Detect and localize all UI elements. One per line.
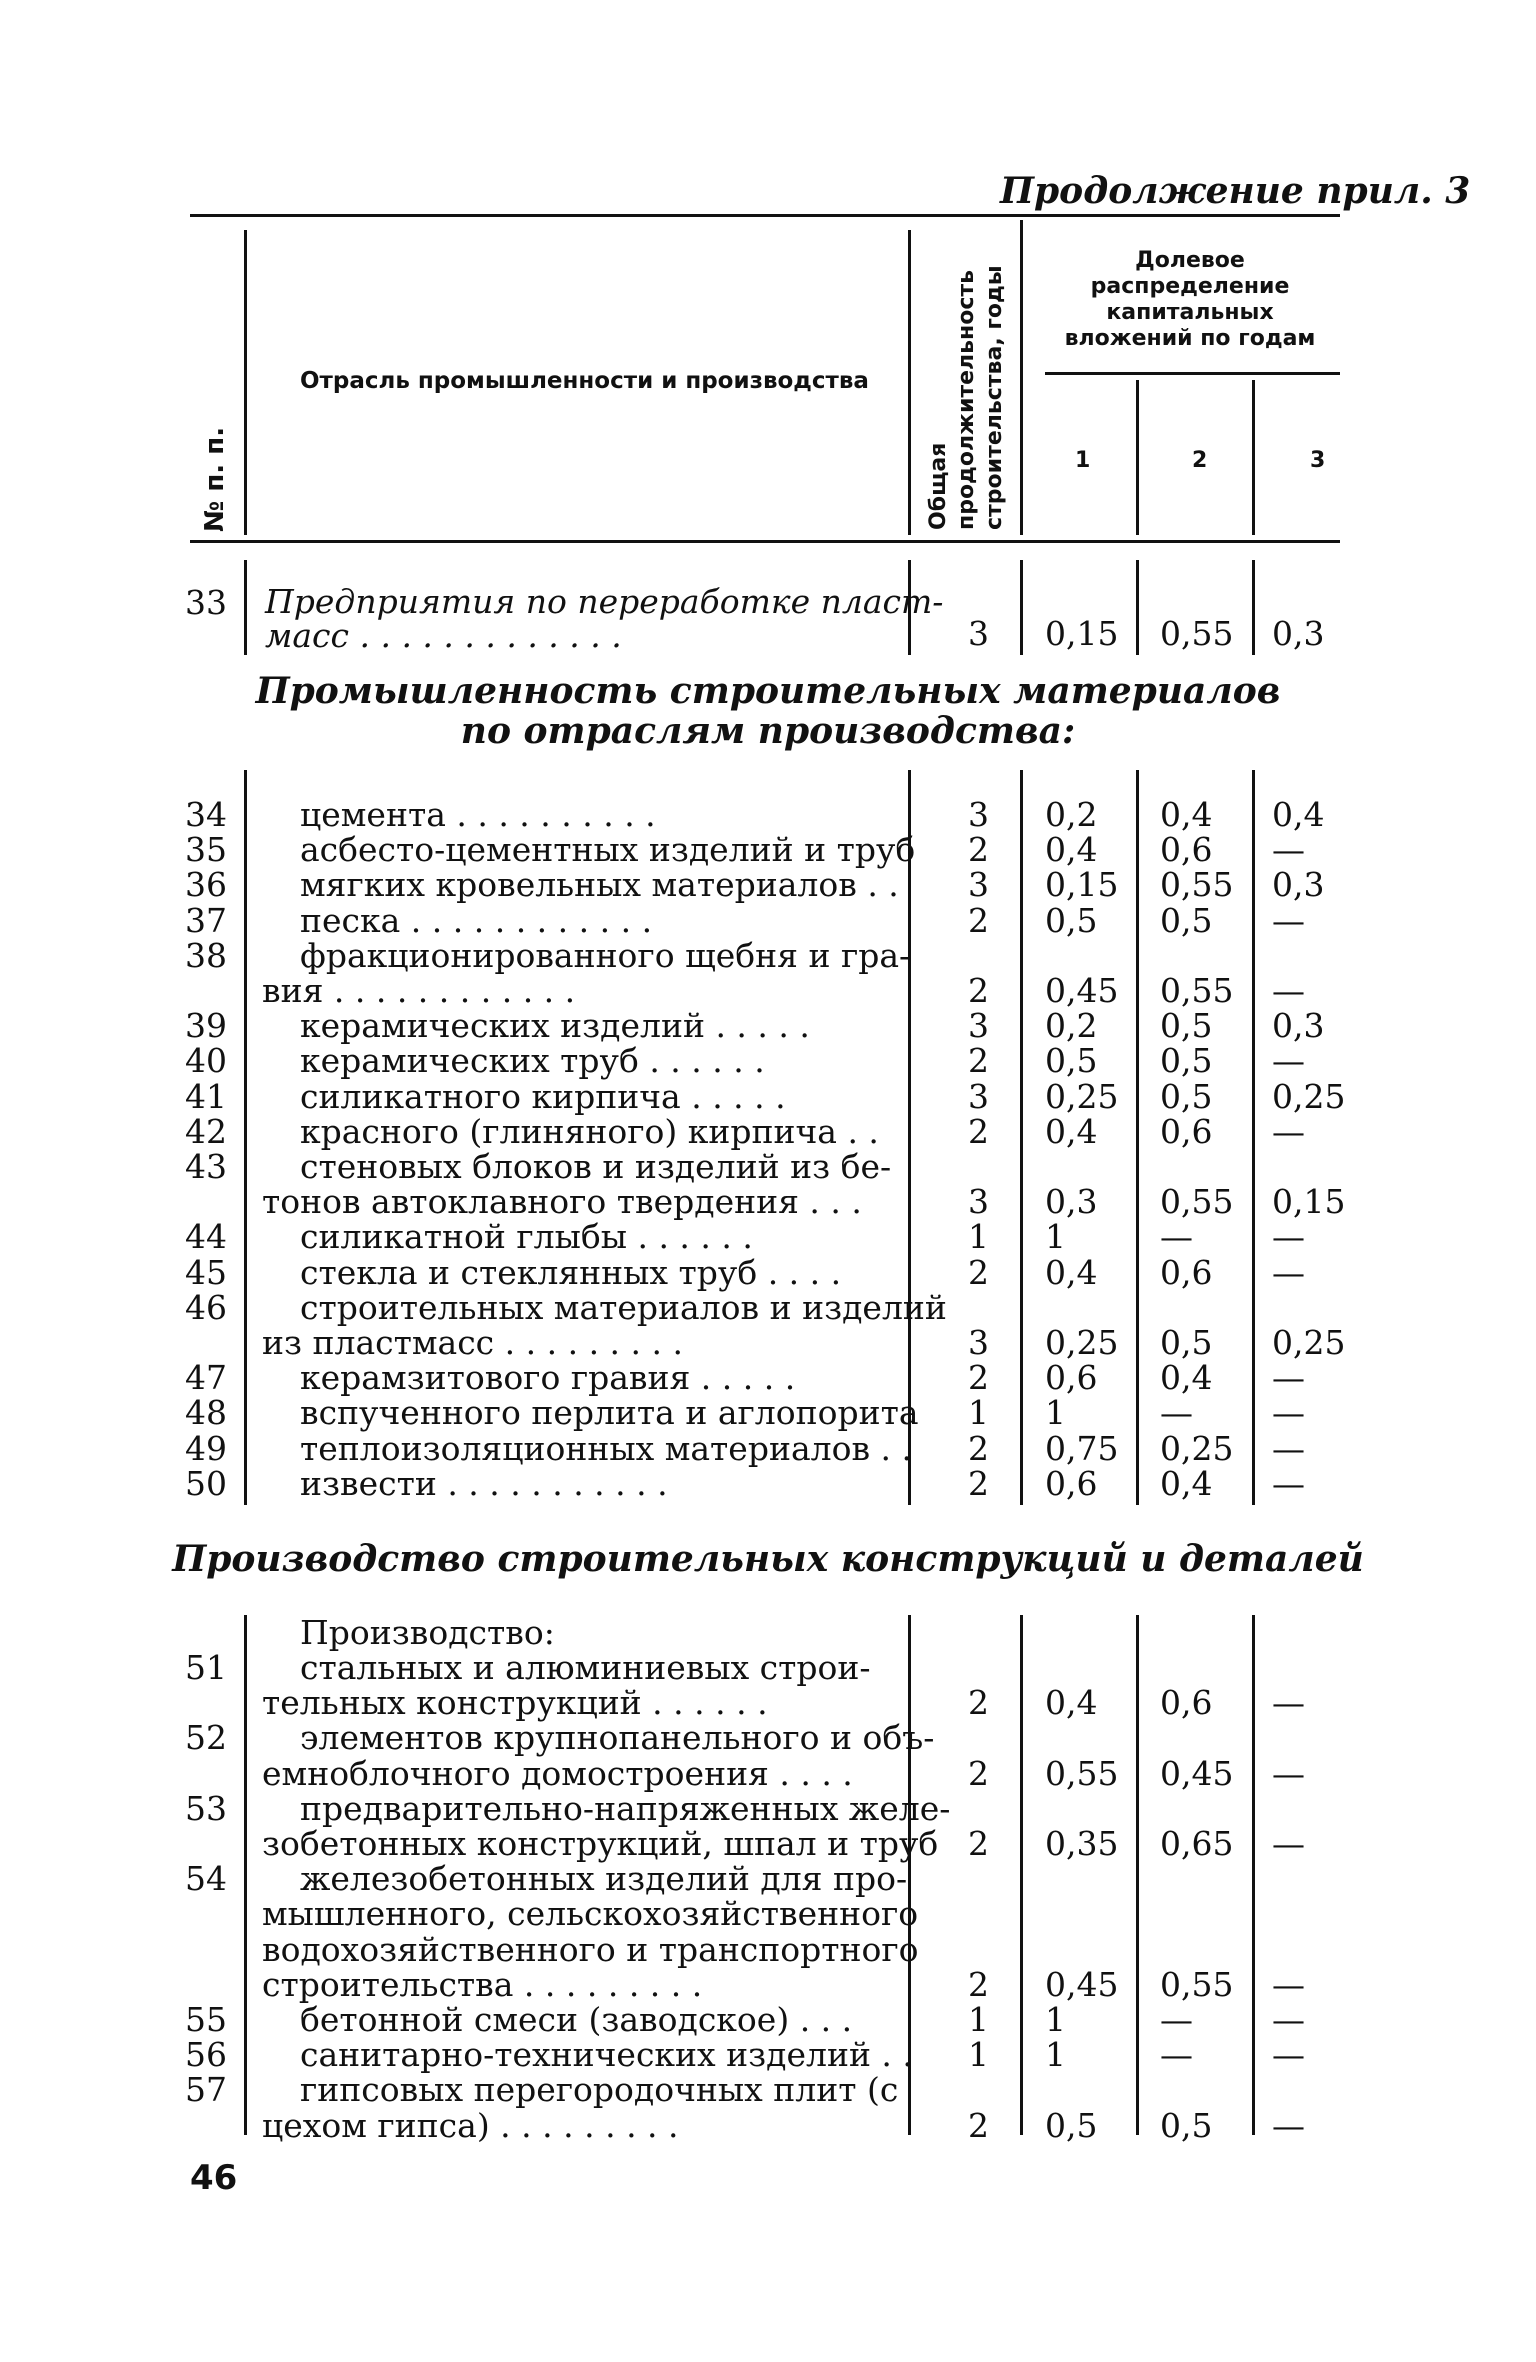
row-duration: 2	[968, 1753, 989, 1793]
row-year-2: 0,4	[1160, 795, 1213, 834]
row-year-1: 0,55	[1045, 1753, 1119, 1793]
row-number: 44	[185, 1217, 227, 1257]
row-name-line: красного (глиняного) кирпича . .	[300, 1111, 879, 1151]
row-name-line: цемента . . . . . . . . . .	[300, 795, 656, 834]
row-name-line: стекла и стеклянных труб . . . .	[300, 1252, 842, 1292]
row-name-line: гипсовых перегородочных плит (с	[300, 2070, 899, 2110]
row-year-3: —	[1272, 1428, 1305, 1468]
row-year-2: —	[1160, 1217, 1193, 1257]
table1-divider	[244, 770, 247, 1505]
row-duration: 2	[968, 1964, 989, 2004]
table2-divider	[1136, 1615, 1139, 2135]
row-name-line: силикатного кирпича . . . . .	[300, 1076, 786, 1116]
row-year-2: —	[1160, 2000, 1193, 2039]
row-duration: 1	[968, 1393, 989, 1433]
header-bottom-rule	[190, 540, 1340, 543]
row-year-1: 0,75	[1045, 1428, 1119, 1468]
row-year-2: 0,65	[1160, 1824, 1234, 1863]
row-year-3: —	[1272, 1824, 1305, 1863]
row-year-1: 1	[1045, 2000, 1066, 2039]
page-number: 46	[190, 2158, 238, 2198]
row-number: 49	[185, 1428, 227, 1468]
row-number: 48	[185, 1393, 227, 1433]
row-duration: 3	[968, 1076, 989, 1116]
row-year-1: 0,35	[1045, 1824, 1119, 1863]
row-number: 37	[185, 900, 227, 940]
row-year-1: 0,2	[1045, 1006, 1098, 1046]
row-year-3: —	[1272, 1964, 1305, 2004]
row-year-2: 0,45	[1160, 1753, 1234, 1793]
row-number: 51	[185, 1648, 227, 1687]
row-year-3: —	[1272, 1041, 1305, 1081]
row-name-line: из пластмасс . . . . . . . . .	[262, 1323, 683, 1362]
header-top-rule	[190, 214, 1340, 217]
row-number: 55	[185, 2000, 227, 2039]
row-year-2: 0,4	[1160, 1463, 1213, 1503]
row-year-1: 0,2	[1045, 795, 1098, 834]
row-year-1: 0,5	[1045, 900, 1098, 940]
row-year-1: 0,25	[1045, 1076, 1119, 1116]
row-name-line: мягких кровельных материалов . .	[300, 865, 899, 905]
continuation-label: Продолжение прил. 3	[1000, 170, 1471, 212]
row-name-line: цехом гипса) . . . . . . . . .	[262, 2105, 679, 2145]
row-name-line: извести . . . . . . . . . . .	[300, 1463, 668, 1503]
row-year-3: 0,25	[1272, 1323, 1346, 1362]
row-year-3: 0,25	[1272, 1076, 1346, 1116]
column-header-year-1: 1	[1075, 448, 1091, 473]
row-number: 52	[185, 1718, 227, 1758]
row-number: 35	[185, 830, 227, 870]
row-year-2: 0,6	[1160, 1111, 1213, 1151]
row-duration: 2	[968, 1041, 989, 1081]
row-name-line: теплоизоляционных материалов . .	[300, 1428, 912, 1468]
row-year-1: 0,4	[1045, 1683, 1098, 1723]
row-name-line: песка . . . . . . . . . . . .	[300, 900, 653, 940]
row-year-1: 0,3	[1045, 1182, 1098, 1222]
row-year-3: —	[1272, 1683, 1305, 1723]
header-divider	[244, 230, 247, 535]
row-year-1: 1	[1045, 1393, 1066, 1433]
row-year-1: 0,4	[1045, 830, 1098, 870]
row-duration: 2	[968, 1358, 989, 1398]
row-year-3: —	[1272, 1463, 1305, 1503]
row-duration: 2	[968, 1824, 989, 1863]
table2-divider	[1252, 1615, 1255, 2135]
row-number: 40	[185, 1041, 227, 1081]
section-title: Промышленность строительных материалов	[255, 670, 1281, 712]
column-header-year-2: 2	[1192, 448, 1208, 473]
table1-divider	[1020, 770, 1023, 1505]
row-duration: 3	[968, 1323, 989, 1362]
row-year-2: 0,5	[1160, 1006, 1213, 1046]
row-year-3: —	[1272, 1753, 1305, 1793]
row-duration: 3	[968, 795, 989, 834]
header-year-rule	[1045, 372, 1340, 375]
row-year-3: 0,4	[1272, 795, 1325, 834]
header-divider	[908, 230, 911, 535]
row-number: 47	[185, 1358, 227, 1398]
production-label: Производство:	[300, 1613, 555, 1652]
row-year-2: 0,5	[1160, 1041, 1213, 1081]
row-name-line: вспученного перлита и аглопорита	[300, 1393, 919, 1433]
row-duration: 2	[968, 1683, 989, 1723]
row-year-1: 0,6	[1045, 1358, 1098, 1398]
row-name-line: железобетонных изделий для про-	[300, 1859, 908, 1899]
section-title: Производство строительных конструкций и деталей	[172, 1538, 1364, 1580]
row33-divider	[1136, 560, 1139, 655]
row-name-line: емноблочного домостроения . . . .	[262, 1753, 853, 1793]
row-duration: 2	[968, 830, 989, 870]
row-number: 45	[185, 1252, 227, 1292]
row-name-line: зобетонных конструкций, шпал и труб	[262, 1824, 939, 1863]
row-year-3: —	[1272, 1217, 1305, 1257]
section-title: по отраслям производства:	[460, 710, 1076, 752]
row-number: 46	[185, 1287, 227, 1327]
row-year-3: —	[1272, 1393, 1305, 1433]
row-year-3: —	[1272, 2035, 1305, 2075]
row-number: 57	[185, 2070, 227, 2110]
row-year-3: —	[1272, 900, 1305, 940]
column-header-duration-text: Общая продолжительность строительства, годы	[926, 265, 1007, 530]
row-year-1: 0,15	[1045, 865, 1119, 905]
row-number: 42	[185, 1111, 227, 1151]
row-name-line: предварительно-напряженных желе-	[300, 1788, 951, 1828]
row-duration: 2	[968, 2105, 989, 2145]
row-year-2: —	[1160, 1393, 1193, 1433]
row-year-2: 0,4	[1160, 1358, 1213, 1398]
row-name-line: масс . . . . . . . . . . . . .	[265, 616, 622, 655]
row-number: 56	[185, 2035, 227, 2075]
row33-divider	[1252, 560, 1255, 655]
row-year-2: 0,5	[1160, 1323, 1213, 1362]
row-year-2: 0,55	[1160, 865, 1234, 905]
row-name-line: керамических труб . . . . . .	[300, 1041, 765, 1081]
row-name-line: керамзитового гравия . . . . .	[300, 1358, 796, 1398]
row-year-1: 0,5	[1045, 2105, 1098, 2145]
row-year-1: 0,4	[1045, 1111, 1098, 1151]
row-year-2: 0,5	[1160, 1076, 1213, 1116]
row-duration: 1	[968, 2035, 989, 2075]
row-number: 43	[185, 1147, 227, 1186]
column-header-number: № п. п.	[200, 426, 230, 532]
table2-divider	[244, 1615, 247, 2135]
row-year-1: 0,5	[1045, 1041, 1098, 1081]
row-name-line: силикатной глыбы . . . . . .	[300, 1217, 753, 1257]
row-number: 36	[185, 865, 227, 905]
row-year-3: —	[1272, 971, 1305, 1010]
row-duration: 1	[968, 1217, 989, 1257]
row-year-3: 0,3	[1272, 865, 1325, 905]
row-number: 50	[185, 1463, 227, 1503]
row-name-line: тельных конструкций . . . . . .	[262, 1683, 768, 1723]
row-name-line: стальных и алюминиевых строи-	[300, 1648, 871, 1687]
row-year-1: 0,45	[1045, 971, 1119, 1010]
row-number: 38	[185, 935, 227, 975]
row33-divider	[244, 560, 247, 655]
header-divider	[1020, 220, 1023, 535]
row-name-line: строительных материалов и изделий	[300, 1287, 947, 1327]
row-number: 41	[185, 1076, 227, 1116]
row-name-line: асбесто-цементных изделий и труб	[300, 830, 916, 870]
row-duration: 3	[968, 614, 989, 653]
row-name-line: мышленного, сельскохозяйственного	[262, 1894, 919, 1934]
table2-divider	[1020, 1615, 1023, 2135]
row-year-2: —	[1160, 2035, 1193, 2075]
table1-divider	[1136, 770, 1139, 1505]
header-divider	[1136, 380, 1139, 535]
table1-divider	[1252, 770, 1255, 1505]
row-name-line: бетонной смеси (заводское) . . .	[300, 2000, 853, 2039]
row-number: 39	[185, 1006, 227, 1046]
row-duration: 1	[968, 2000, 989, 2039]
row-year-2: 0,55	[1160, 1964, 1234, 2004]
row-number: 53	[185, 1788, 227, 1828]
row-year-3: 0,3	[1272, 614, 1325, 653]
row-duration: 3	[968, 865, 989, 905]
row-name-line: Предприятия по переработке пласт-	[265, 582, 944, 621]
column-header-industry: Отрасль промышленности и производства	[300, 368, 869, 394]
column-header-year-3: 3	[1310, 448, 1326, 473]
row-year-3: —	[1272, 2000, 1305, 2039]
row-name-line: тонов автоклавного твердения . . .	[262, 1182, 862, 1222]
row-duration: 2	[968, 1428, 989, 1468]
column-header-duration	[925, 220, 1009, 530]
row-duration: 2	[968, 900, 989, 940]
row-number: 54	[185, 1859, 227, 1899]
row-number: 33	[185, 583, 227, 622]
row-name-line: фракционированного щебня и гра-	[300, 935, 911, 975]
row-year-3: 0,3	[1272, 1006, 1325, 1046]
row-name-line: керамических изделий . . . . .	[300, 1006, 810, 1046]
row-year-1: 0,45	[1045, 1964, 1119, 2004]
row-duration: 3	[968, 1182, 989, 1222]
row-year-1: 0,4	[1045, 1252, 1098, 1292]
row-name-line: строительства . . . . . . . . .	[262, 1964, 703, 2004]
row-duration: 2	[968, 1252, 989, 1292]
row-year-1: 1	[1045, 2035, 1066, 2075]
row-year-3: —	[1272, 1358, 1305, 1398]
row-duration: 3	[968, 1006, 989, 1046]
row-year-1: 0,25	[1045, 1323, 1119, 1362]
row-year-2: 0,55	[1160, 1182, 1234, 1222]
row-year-3: 0,15	[1272, 1182, 1346, 1222]
row-name-line: водохозяйственного и транспортного	[262, 1929, 919, 1969]
row-name-line: стеновых блоков и изделий из бе-	[300, 1147, 892, 1186]
row-number: 34	[185, 795, 227, 834]
row-year-3: —	[1272, 1252, 1305, 1292]
row-year-2: 0,25	[1160, 1428, 1234, 1468]
row-year-3: —	[1272, 830, 1305, 870]
row-year-3: —	[1272, 1111, 1305, 1151]
row-year-2: 0,55	[1160, 971, 1234, 1010]
row-year-1: 1	[1045, 1217, 1066, 1257]
row-duration: 2	[968, 1463, 989, 1503]
row-year-1: 0,15	[1045, 614, 1119, 653]
row33-divider	[1020, 560, 1023, 655]
row-year-2: 0,5	[1160, 2105, 1213, 2145]
row-year-2: 0,6	[1160, 1683, 1213, 1723]
row-duration: 2	[968, 971, 989, 1010]
row-year-2: 0,5	[1160, 900, 1213, 940]
row-year-3: —	[1272, 2105, 1305, 2145]
row-name-line: санитарно-технических изделий . .	[300, 2035, 913, 2075]
row-name-line: элементов крупнопанельного и объ-	[300, 1718, 935, 1758]
row-year-2: 0,55	[1160, 614, 1234, 653]
row-duration: 2	[968, 1111, 989, 1151]
row-year-2: 0,6	[1160, 1252, 1213, 1292]
row-year-1: 0,6	[1045, 1463, 1098, 1503]
row-name-line: вия . . . . . . . . . . . .	[262, 971, 576, 1010]
row-year-2: 0,6	[1160, 830, 1213, 870]
header-divider	[1252, 380, 1255, 535]
column-header-distribution: Долевое распределение капитальных вложений по годам	[1064, 248, 1316, 351]
